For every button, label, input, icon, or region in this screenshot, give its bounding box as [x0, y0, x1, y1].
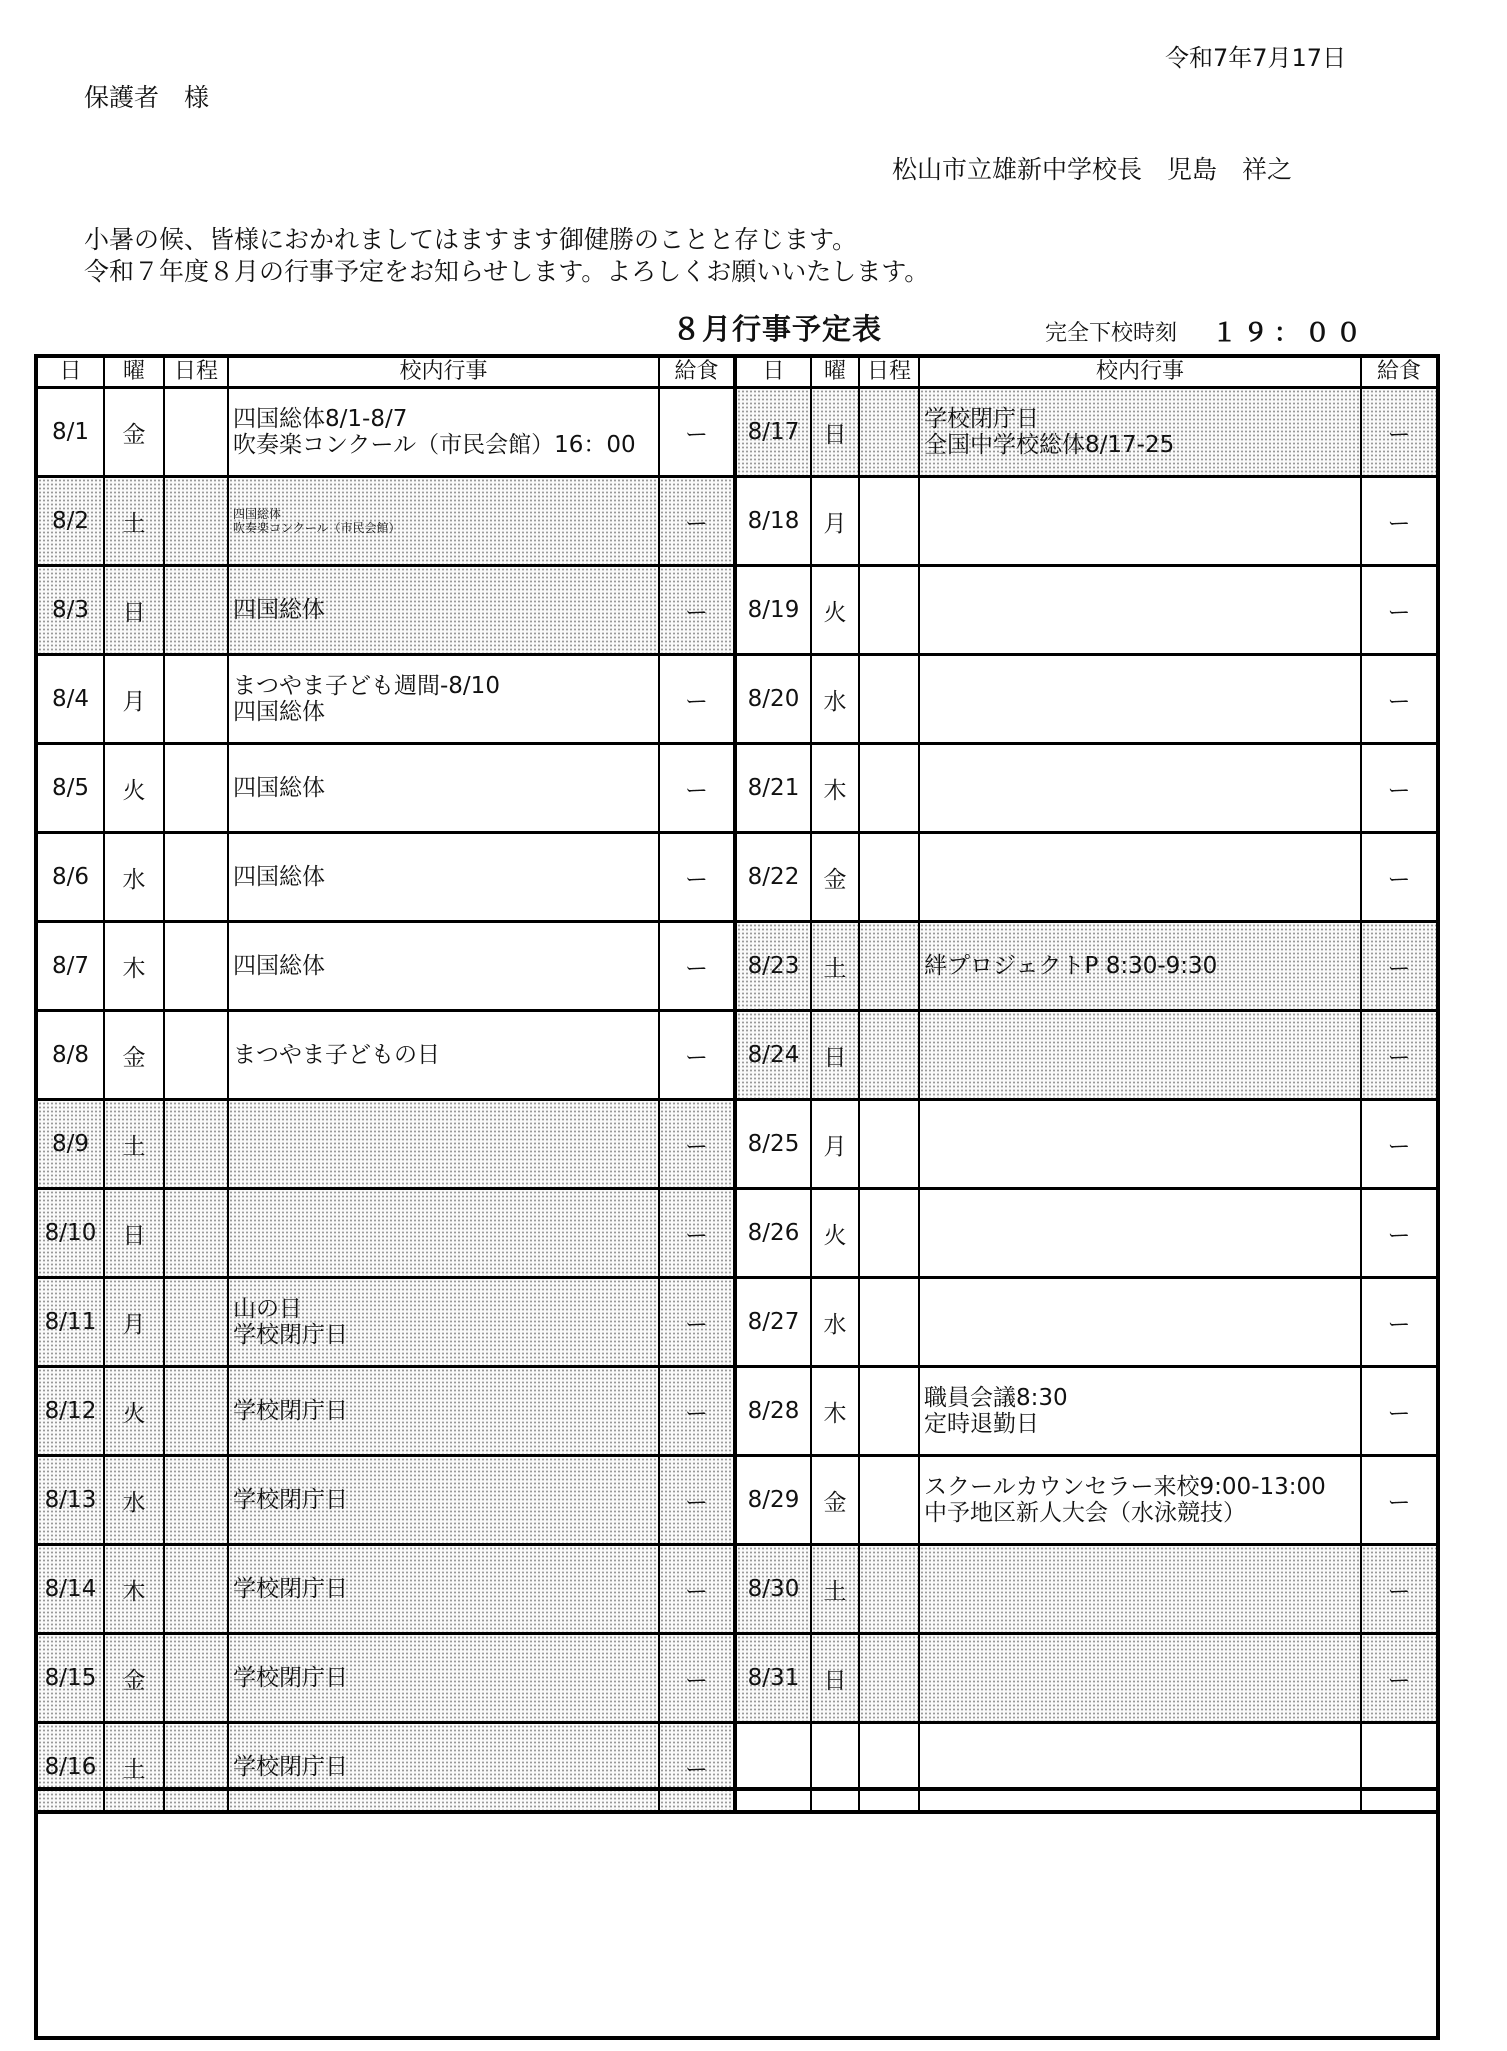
schedule-table — [34, 354, 1440, 1814]
program-cell — [164, 1278, 228, 1367]
events-cell — [228, 1634, 659, 1723]
weekday-cell: 木 — [104, 1545, 164, 1634]
header-day: 日 — [735, 356, 811, 388]
lunch-cell: ー — [659, 1723, 735, 1813]
lunch-cell: ー — [1361, 655, 1438, 744]
table-row — [36, 833, 1438, 922]
program-cell — [164, 1189, 228, 1278]
header-weekday: 曜 — [104, 356, 164, 388]
weekday-cell: 日 — [104, 1189, 164, 1278]
lunch-cell: ー — [1361, 1367, 1438, 1456]
lunch-cell: ー — [1361, 922, 1438, 1011]
day-cell: 8/12 — [36, 1367, 104, 1456]
day-cell: 8/19 — [735, 566, 811, 655]
lunch-cell: ー — [659, 566, 735, 655]
events-cell — [228, 1456, 659, 1545]
day-cell: 8/20 — [735, 655, 811, 744]
weekday-cell: 日 — [811, 1634, 859, 1723]
lunch-cell: ー — [1361, 388, 1438, 477]
program-cell — [859, 655, 919, 744]
events-cell — [228, 655, 659, 744]
event-line: 職員会議8:30 — [924, 1385, 1068, 1411]
event-line: まつやま子どもの日 — [233, 1042, 440, 1068]
lunch-cell: ー — [659, 1545, 735, 1634]
events-cell — [919, 566, 1361, 655]
events-cell — [919, 1278, 1361, 1367]
day-cell: 8/16 — [36, 1723, 104, 1813]
table-row — [36, 388, 1438, 477]
events-cell — [228, 1278, 659, 1367]
weekday-cell: 月 — [104, 655, 164, 744]
table-row — [36, 655, 1438, 744]
weekday-cell: 日 — [104, 566, 164, 655]
weekday-cell: 火 — [811, 1189, 859, 1278]
event-line: 四国総体 — [233, 953, 325, 979]
header-row — [36, 356, 1438, 388]
program-cell — [164, 477, 228, 566]
event-line: 定時退勤日 — [924, 1411, 1039, 1437]
program-cell — [859, 1100, 919, 1189]
event-line: 四国総体 — [233, 699, 325, 725]
weekday-cell: 火 — [104, 1367, 164, 1456]
weekday-cell: 水 — [104, 1456, 164, 1545]
event-line: 山の日 — [233, 1296, 302, 1322]
weekday-cell: 日 — [811, 388, 859, 477]
lunch-cell: ー — [659, 744, 735, 833]
header-day: 日 — [36, 356, 104, 388]
letter-date: 令和7年7月17日 — [1165, 44, 1347, 72]
events-cell — [919, 1011, 1361, 1100]
events-cell — [919, 1189, 1361, 1278]
table-row — [36, 1634, 1438, 1723]
header-weekday: 曜 — [811, 356, 859, 388]
day-cell: 8/17 — [735, 388, 811, 477]
event-line: 学校閉庁日 — [233, 1665, 348, 1691]
events-cell — [228, 477, 659, 566]
day-cell: 8/15 — [36, 1634, 104, 1723]
table-row — [36, 1011, 1438, 1100]
lunch-cell: ー — [659, 477, 735, 566]
day-cell: 8/24 — [735, 1011, 811, 1100]
events-cell — [919, 655, 1361, 744]
event-line: 四国総体 — [233, 864, 325, 890]
events-cell — [919, 833, 1361, 922]
weekday-cell: 火 — [104, 744, 164, 833]
weekday-cell: 木 — [811, 744, 859, 833]
lunch-cell: ー — [659, 833, 735, 922]
events-cell — [228, 388, 659, 477]
day-cell: 8/31 — [735, 1634, 811, 1723]
weekday-cell: 火 — [811, 566, 859, 655]
table-row — [36, 1189, 1438, 1278]
day-cell: 8/26 — [735, 1189, 811, 1278]
table-row — [36, 744, 1438, 833]
lunch-cell: ー — [659, 1011, 735, 1100]
lunch-cell: ー — [659, 1367, 735, 1456]
events-cell — [228, 1367, 659, 1456]
day-cell: 8/13 — [36, 1456, 104, 1545]
day-cell: 8/25 — [735, 1100, 811, 1189]
events-cell — [228, 833, 659, 922]
table-row — [36, 1456, 1438, 1545]
weekday-cell: 土 — [104, 477, 164, 566]
program-cell — [164, 922, 228, 1011]
weekday-cell: 金 — [104, 1634, 164, 1723]
lunch-cell: ー — [1361, 1634, 1438, 1723]
table-row — [36, 566, 1438, 655]
events-cell — [228, 1545, 659, 1634]
events-cell — [228, 1189, 659, 1278]
day-cell: 8/11 — [36, 1278, 104, 1367]
table-row — [36, 1367, 1438, 1456]
weekday-cell: 金 — [811, 833, 859, 922]
program-cell — [164, 1367, 228, 1456]
day-cell: 8/14 — [36, 1545, 104, 1634]
lunch-cell: ー — [659, 1278, 735, 1367]
events-cell — [919, 744, 1361, 833]
events-cell — [919, 388, 1361, 477]
lunch-cell: ー — [1361, 566, 1438, 655]
weekday-cell: 土 — [104, 1723, 164, 1813]
lunch-cell: ー — [1361, 1545, 1438, 1634]
day-cell: 8/2 — [36, 477, 104, 566]
lunch-cell: ー — [1361, 1011, 1438, 1100]
weekday-cell: 月 — [811, 477, 859, 566]
event-line: 中予地区新人大会（水泳競技） — [924, 1500, 1246, 1526]
lunch-cell: ー — [1361, 1100, 1438, 1189]
program-cell — [859, 477, 919, 566]
day-cell: 8/4 — [36, 655, 104, 744]
event-line: 学校閉庁日 — [233, 1754, 348, 1780]
day-cell: 8/18 — [735, 477, 811, 566]
lunch-cell: ー — [1361, 744, 1438, 833]
event-line: 学校閉庁日 — [924, 406, 1039, 432]
day-cell: 8/28 — [735, 1367, 811, 1456]
event-line: まつやま子ども週間-8/10 — [233, 673, 500, 699]
event-line: 学校閉庁日 — [233, 1576, 348, 1602]
header-events: 校内行事 — [228, 356, 659, 388]
program-cell — [164, 1545, 228, 1634]
header-lunch: 給食 — [659, 356, 735, 388]
day-cell: 8/5 — [36, 744, 104, 833]
greeting-line-1: 小暑の候、皆様におかれましてはますます御健勝のことと存じます。 — [84, 225, 858, 254]
event-line: 四国総体 — [233, 597, 325, 623]
table-row — [36, 1545, 1438, 1634]
program-cell — [164, 655, 228, 744]
greeting-line-2: 令和７年度８月の行事予定をお知らせします。よろしくお願いいたします。 — [84, 257, 930, 286]
event-line: 学校閉庁日 — [233, 1487, 348, 1513]
program-cell — [164, 1456, 228, 1545]
lunch-cell: ー — [659, 1634, 735, 1723]
program-cell — [164, 833, 228, 922]
lunch-cell: ー — [659, 922, 735, 1011]
header-events: 校内行事 — [919, 356, 1361, 388]
program-cell — [859, 1545, 919, 1634]
day-cell: 8/29 — [735, 1456, 811, 1545]
event-line: 四国総体 — [233, 775, 325, 801]
table-row — [36, 477, 1438, 566]
sender: 松山市立雄新中学校長 児島 祥之 — [892, 155, 1293, 184]
lunch-cell: ー — [659, 1456, 735, 1545]
events-cell — [228, 922, 659, 1011]
lunch-cell: ー — [1361, 477, 1438, 566]
event-line: 学校閉庁日 — [233, 1322, 348, 1348]
events-cell — [919, 477, 1361, 566]
program-cell — [164, 744, 228, 833]
program-cell — [164, 1011, 228, 1100]
lunch-cell: ー — [659, 1189, 735, 1278]
program-cell — [164, 1634, 228, 1723]
day-cell: 8/8 — [36, 1011, 104, 1100]
events-cell — [228, 1011, 659, 1100]
dismissal-time: １９：００ — [1212, 318, 1368, 347]
day-cell: 8/30 — [735, 1545, 811, 1634]
event-line: スクールカウンセラー来校9:00-13:00 — [924, 1474, 1326, 1500]
weekday-cell: 金 — [104, 388, 164, 477]
weekday-cell: 木 — [811, 1367, 859, 1456]
program-cell — [164, 1100, 228, 1189]
event-line: 吹奏楽コンクール（市民会館） — [233, 521, 401, 535]
program-cell — [859, 833, 919, 922]
lunch-cell: ー — [659, 655, 735, 744]
weekday-cell: 日 — [811, 1011, 859, 1100]
event-line: 四国総体 — [233, 507, 282, 521]
weekday-cell: 木 — [104, 922, 164, 1011]
event-line: 全国中学校総体8/17-25 — [924, 432, 1175, 458]
program-cell — [859, 566, 919, 655]
weekday-cell: 月 — [811, 1100, 859, 1189]
program-cell — [859, 388, 919, 477]
day-cell: 8/9 — [36, 1100, 104, 1189]
schedule-title: ８月行事予定表 — [672, 312, 883, 346]
events-cell — [228, 1100, 659, 1189]
event-line: 学校閉庁日 — [233, 1398, 348, 1424]
day-cell: 8/6 — [36, 833, 104, 922]
program-cell — [859, 1634, 919, 1723]
day-cell: 8/7 — [36, 922, 104, 1011]
weekday-cell: 水 — [104, 833, 164, 922]
events-cell — [228, 744, 659, 833]
lunch-cell: ー — [659, 388, 735, 477]
header-lunch: 給食 — [1361, 356, 1438, 388]
weekday-cell: 水 — [811, 1278, 859, 1367]
weekday-cell: 金 — [811, 1456, 859, 1545]
lunch-cell: ー — [1361, 833, 1438, 922]
table-row — [36, 922, 1438, 1011]
weekday-cell: 土 — [811, 922, 859, 1011]
notes-box — [34, 1787, 1440, 2040]
events-cell — [919, 1100, 1361, 1189]
events-cell — [228, 566, 659, 655]
lunch-cell: ー — [1361, 1189, 1438, 1278]
program-cell — [859, 744, 919, 833]
header-program: 日程 — [164, 356, 228, 388]
table-row — [36, 1278, 1438, 1367]
events-cell — [919, 1456, 1361, 1545]
event-line: 絆プロジェクトP 8:30-9:30 — [924, 953, 1218, 979]
lunch-cell: ー — [659, 1100, 735, 1189]
program-cell — [859, 1367, 919, 1456]
program-cell — [859, 1456, 919, 1545]
addressee: 保護者 様 — [84, 83, 210, 112]
weekday-cell: 土 — [104, 1100, 164, 1189]
day-cell: 8/23 — [735, 922, 811, 1011]
weekday-cell: 月 — [104, 1278, 164, 1367]
day-cell: 8/1 — [36, 388, 104, 477]
lunch-cell: ー — [1361, 1278, 1438, 1367]
dismissal-label: 完全下校時刻 — [1045, 321, 1178, 346]
event-line: 吹奏楽コンクール（市民会館）16：00 — [233, 432, 636, 458]
event-line: 四国総体8/1-8/7 — [233, 406, 408, 432]
day-cell: 8/21 — [735, 744, 811, 833]
day-cell: 8/10 — [36, 1189, 104, 1278]
table-row — [36, 1100, 1438, 1189]
program-cell — [859, 1189, 919, 1278]
program-cell — [859, 922, 919, 1011]
events-cell — [919, 1634, 1361, 1723]
day-cell: 8/3 — [36, 566, 104, 655]
day-cell: 8/22 — [735, 833, 811, 922]
weekday-cell: 水 — [811, 655, 859, 744]
program-cell — [164, 388, 228, 477]
events-cell — [919, 922, 1361, 1011]
day-cell: 8/27 — [735, 1278, 811, 1367]
weekday-cell: 土 — [811, 1545, 859, 1634]
program-cell — [164, 566, 228, 655]
lunch-cell: ー — [1361, 1456, 1438, 1545]
program-cell — [859, 1011, 919, 1100]
events-cell — [919, 1367, 1361, 1456]
program-cell — [859, 1278, 919, 1367]
header-program: 日程 — [859, 356, 919, 388]
events-cell — [919, 1545, 1361, 1634]
weekday-cell: 金 — [104, 1011, 164, 1100]
